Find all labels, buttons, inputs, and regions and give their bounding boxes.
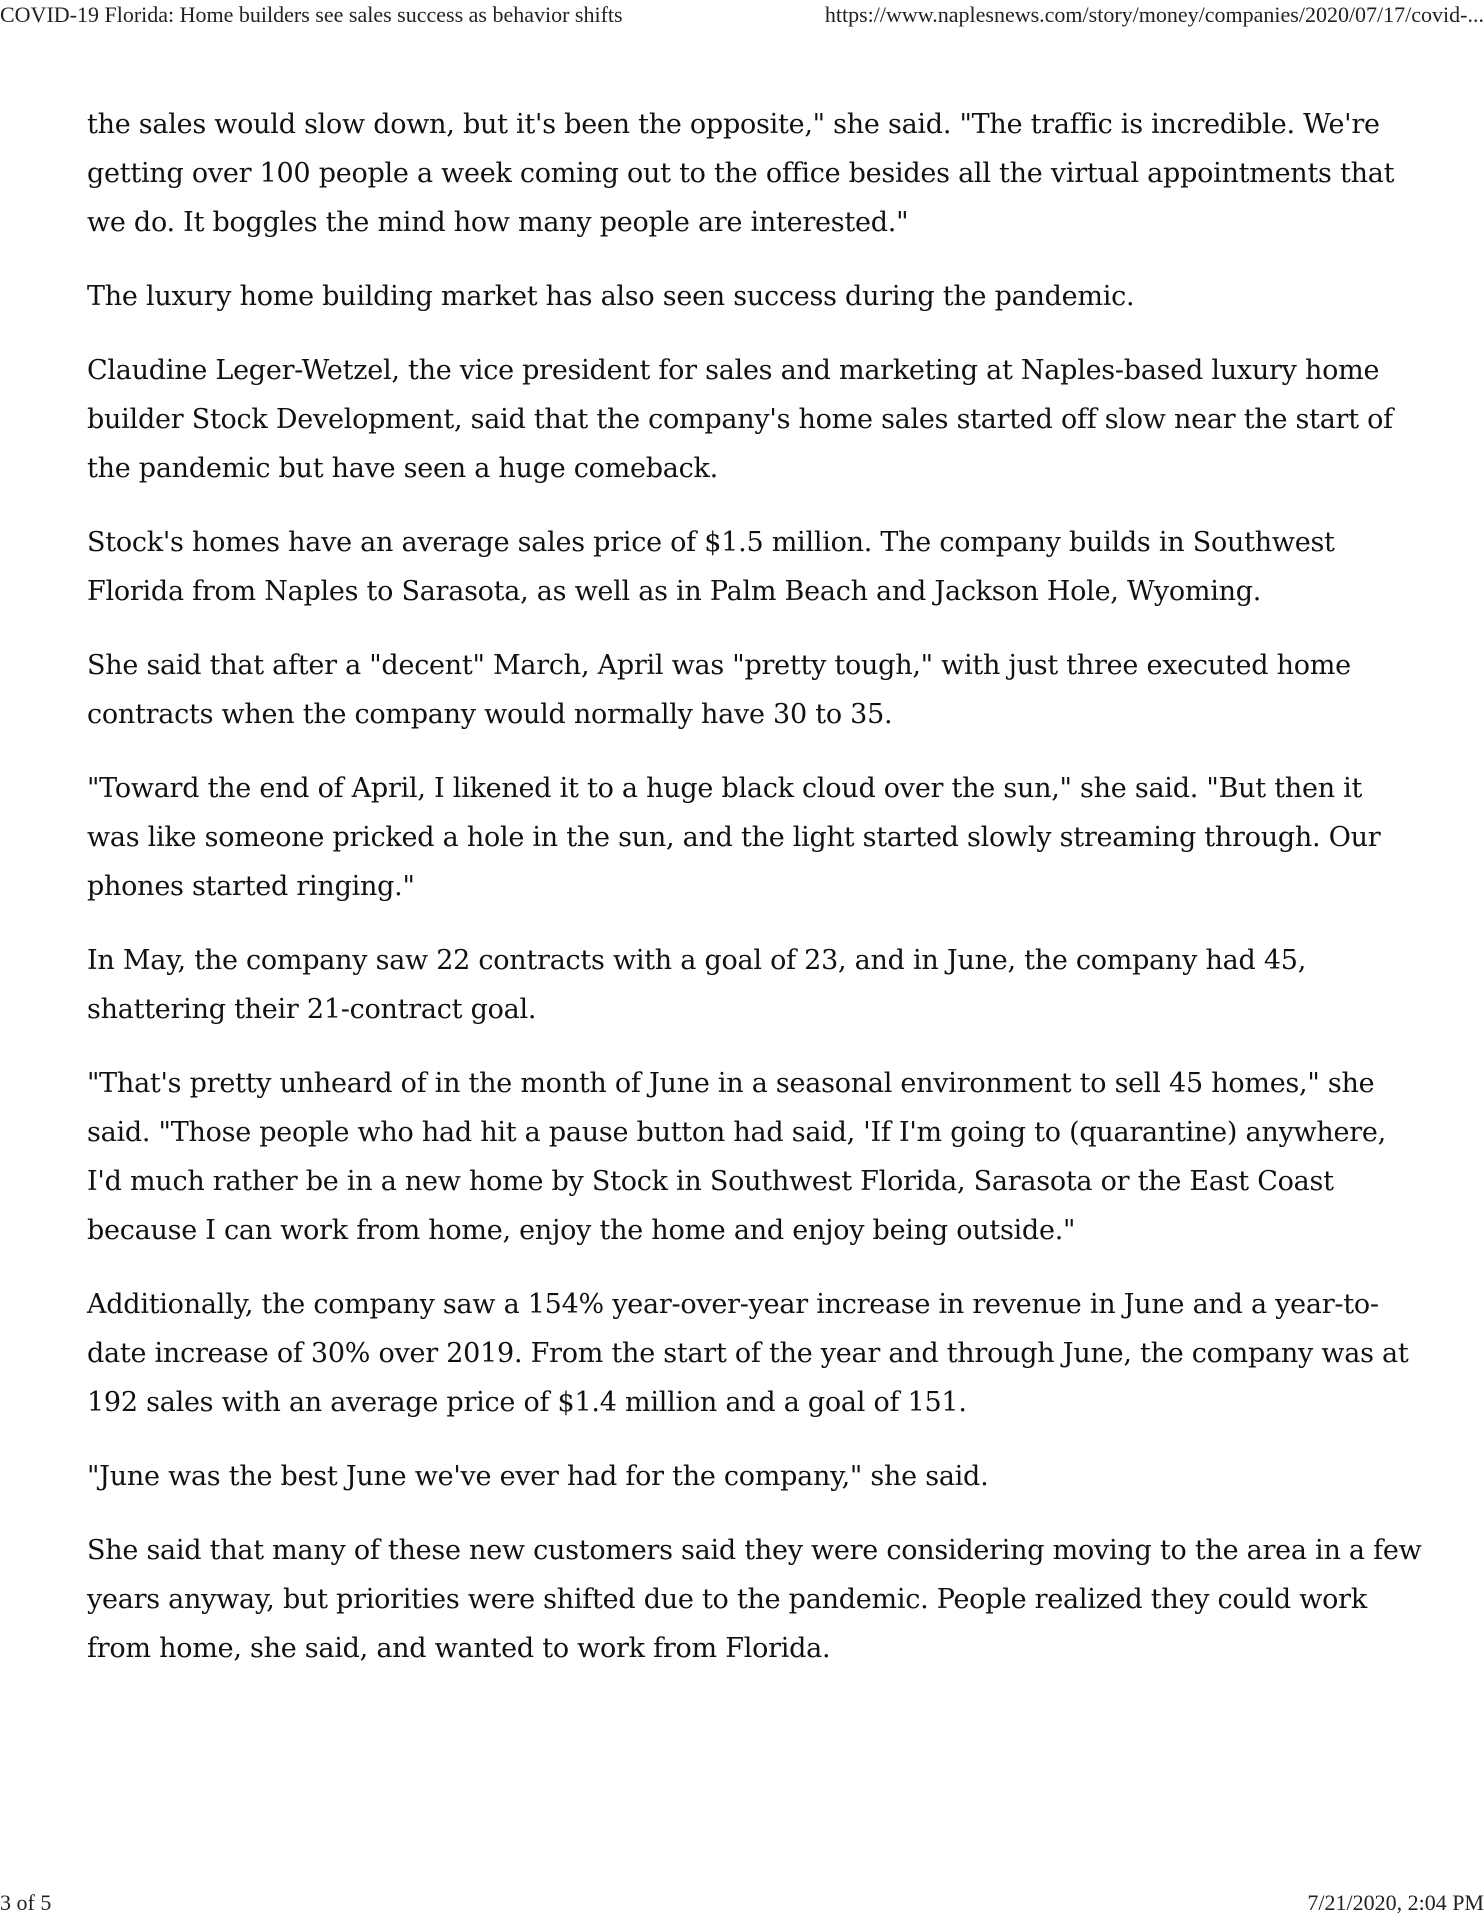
paragraph: the sales would slow down, but it's been the opposite," she said. "The traffic is incredible. We're getting over 100 people a week coming out to the office besides all the virtual appointments that we do. It boggles the mind how many people are interested." — [87, 109, 1395, 238]
paragraph: "Toward the end of April, I likened it to a huge black cloud over the sun," she said. "But then it was like someone pricked a hole in the sun, and the light started slowly streaming through. Our phones started ringing." — [87, 773, 1381, 902]
paragraph: Claudine Leger-Wetzel, the vice president for sales and marketing at Naples-based luxury home builder Stock Development, said that the company's home sales started off slow near the start of the pandemic but have seen a huge comeback. — [87, 355, 1393, 484]
paragraph: Additionally, the company saw a 154% year-over-year increase in revenue in June and a year-to-date increase of 30% over 2019. From the start of the year and through June, the company was at 192 sales with an average price of $1.4 million and a goal of 151. — [87, 1289, 1409, 1418]
paragraph: Stock's homes have an average sales price of $1.5 million. The company builds in Southwest Florida from Naples to Sarasota, as well as in Palm Beach and Jackson Hole, Wyoming. — [87, 527, 1335, 607]
print-datetime: 7/21/2020, 2:04 PM — [1307, 1890, 1484, 1915]
paragraph: "That's pretty unheard of in the month of June in a seasonal environment to sell 45 homes," she said. "Those people who had hit a pause button had said, 'If I'm going to (quarantine) anywhere, I'd much rather be in a new home by Stock in Southwest Florida, Sarasota or the East Coast because I can work from home, enjoy the home and enjoy being outside." — [87, 1068, 1386, 1246]
paragraph: She said that many of these new customers said they were considering moving to the area in a few years anyway, but priorities were shifted due to the pandemic. People realized they could work from home, she said, and wanted to work from Florida. — [87, 1535, 1422, 1664]
page-title: COVID-19 Florida: Home builders see sales success as behavior shifts — [0, 2, 623, 27]
page-number: 3 of 5 — [0, 1890, 52, 1915]
paragraph: The luxury home building market has also seen success during the pandemic. — [87, 281, 1135, 312]
print-footer — [0, 1888, 1484, 1918]
print-header — [0, 0, 1484, 30]
paragraph: In May, the company saw 22 contracts with a goal of 23, and in June, the company had 45, shattering their 21-contract goal. — [87, 945, 1307, 1025]
paragraph: She said that after a "decent" March, April was "pretty tough," with just three executed home contracts when the company would normally have 30 to 35. — [87, 650, 1351, 730]
paragraph: "June was the best June we've ever had for the company," she said. — [87, 1461, 989, 1492]
article-body — [87, 100, 1422, 1698]
page-url: https://www.naplesnews.com/story/money/companies/2020/07/17/covid-... — [824, 2, 1484, 27]
